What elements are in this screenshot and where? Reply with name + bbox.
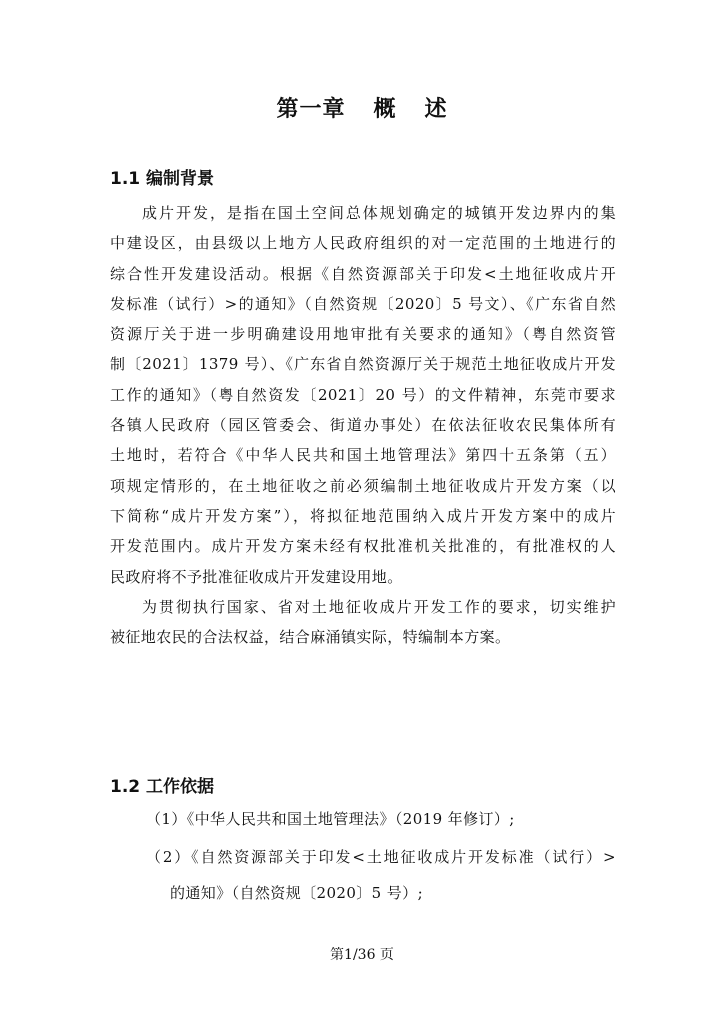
- chapter-title-word-2: 述: [424, 97, 448, 122]
- paragraph-line: 项规定情形的，在土地征收之前必须编制土地征收成片开发方案（以: [110, 476, 616, 495]
- paragraph-line: 制〔2021〕1379 号）、《广东省自然资源厅关于规范土地征收成片开发: [110, 355, 616, 374]
- paragraph-line: 为贯彻执行国家、省对土地征收成片开发工作的要求，切实维护: [142, 597, 616, 616]
- paragraph-line: 综合性开发建设活动。根据《自然资源部关于印发<土地征收成片开: [110, 264, 616, 283]
- paragraph-line: 工作的通知》（粤自然资发〔2021〕20 号）的文件精神，东莞市要求: [110, 385, 616, 404]
- section-heading-work-basis: 1.2 工作依据: [110, 777, 215, 797]
- paragraph-line: 发标准（试行）>的通知》（自然资规〔2020〕5 号文）、《广东省自然: [110, 294, 616, 313]
- chapter-number: 第一章: [276, 97, 346, 122]
- paragraph-line: 资源厅关于进一步明确建设用地审批有关要求的通知》（粤自然资管: [110, 325, 616, 344]
- section-heading-background: 1.1 编制背景: [110, 169, 215, 189]
- paragraph-line: 开发范围内。成片开发方案未经有权批准机关批准的，有批准权的人: [110, 537, 616, 556]
- reference-item-1: （1）《中华人民共和国土地管理法》（2019 年修订）;: [146, 810, 515, 828]
- section-background-body: [110, 198, 616, 652]
- paragraph-line: 下简称“成片开发方案”），将拟征地范围纳入成片开发方案中的成片: [110, 506, 616, 525]
- paragraph-line: 被征地农民的合法权益，结合麻涌镇实际，特编制本方案。: [110, 628, 511, 647]
- chapter-title-word-1: 概: [373, 97, 397, 122]
- reference-item-2-continuation: 的通知》（自然资规〔2020〕5 号）;: [170, 884, 424, 902]
- paragraph-line: 成片开发，是指在国土空间总体规划确定的城镇开发边界内的集: [142, 204, 616, 222]
- paragraph-line: 民政府将不予批准征收成片开发建设用地。: [110, 567, 403, 586]
- paragraph-line: 土地时，若符合《中华人民共和国土地管理法》第四十五条第（五）: [110, 446, 616, 465]
- paragraph-line: 中建设区，由县级以上地方人民政府组织的对一定范围的土地进行的: [110, 234, 616, 253]
- page-number: 第1/36 页: [330, 947, 394, 963]
- chapter-title: [0, 92, 724, 123]
- paragraph-line: 各镇人民政府（园区管委会、街道办事处）在依法征收农民集体所有: [110, 416, 616, 435]
- reference-item-2: （2）《自然资源部关于印发<土地征收成片开发标准（试行）>: [146, 848, 616, 866]
